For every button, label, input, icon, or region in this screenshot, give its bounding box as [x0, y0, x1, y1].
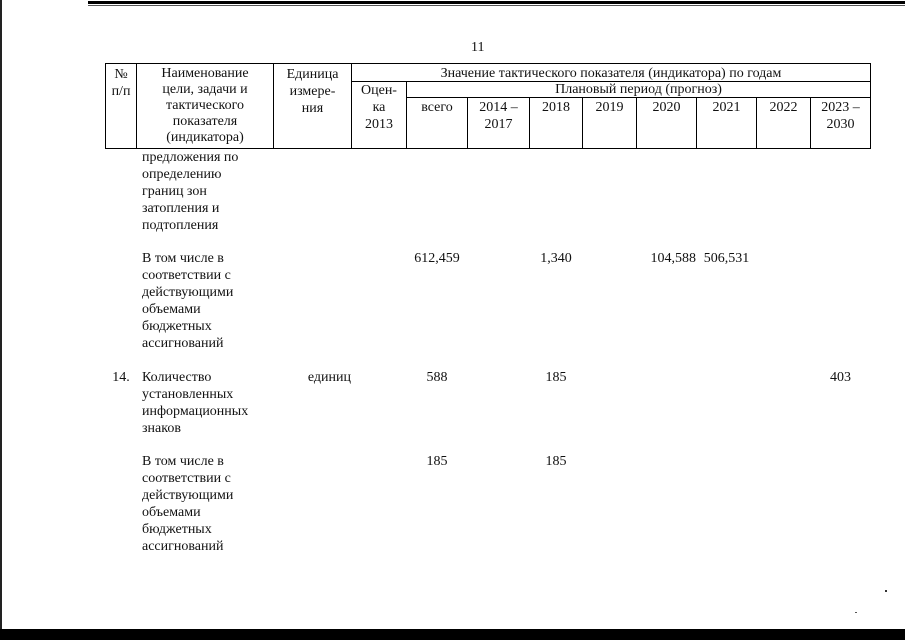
row-14-2018: 185	[545, 370, 567, 385]
header-col-2020: 2020	[652, 100, 681, 115]
row-14-2023-2030: 403	[830, 370, 851, 385]
header-col-2019: 2019	[595, 100, 624, 115]
header-col-estimate: Оцен- ка 2013	[361, 83, 397, 132]
header-col-no: № п/п	[111, 67, 131, 99]
row-incl-2-total: 185	[426, 454, 448, 469]
header-col-2018: 2018	[542, 100, 570, 115]
row-14-total: 588	[426, 370, 448, 385]
header-value-group: Значение тактического показателя (индикатора) по годам	[440, 66, 782, 81]
header-col-2021: 2021	[712, 100, 741, 115]
scan-border-bottom	[0, 629, 905, 640]
row-incl-1-2018: 1,340	[540, 251, 572, 266]
header-col-2014-2017: 2014 – 2017	[479, 100, 518, 132]
row-14-unit: единиц	[307, 370, 351, 385]
row-14-name: Количество установленных информационных знаков	[142, 370, 249, 436]
scan-border-top	[88, 1, 905, 4]
header-col-2023-2030: 2023 – 2030	[821, 100, 860, 132]
row-14-no: 14.	[112, 370, 130, 385]
page-number: 11	[471, 40, 485, 55]
scan-speck	[855, 612, 857, 613]
col-border	[870, 63, 871, 149]
header-col-name: Наименование цели, задачи и тактического показателя (индикатора)	[161, 66, 249, 145]
row-incl-1-total: 612,459	[414, 251, 460, 266]
header-col-2022: 2022	[769, 100, 798, 115]
row-incl-2-name: В том числе в соответствии с действующими объемами бюджетных ассигнований	[142, 454, 234, 554]
row-incl-1-name: В том числе в соответствии с действующими объемами бюджетных ассигнований	[142, 251, 234, 351]
row-incl-1-2020: 104,588	[650, 251, 696, 266]
header-col-unit: Единица измере- ния	[286, 67, 339, 116]
header-plan-group: Плановый период (прогноз)	[555, 82, 722, 97]
header-top-border	[105, 63, 871, 64]
scan-border-top-thin	[88, 5, 905, 6]
scan-speck	[885, 590, 887, 592]
row-incl-2-2018: 185	[545, 454, 567, 469]
row-continuation-name: предложения по определению границ зон затопления и подтопления	[142, 150, 239, 233]
header-col-total: всего	[421, 100, 453, 115]
scan-border-left	[0, 0, 2, 640]
row-incl-1-2021: 506,531	[703, 251, 750, 266]
